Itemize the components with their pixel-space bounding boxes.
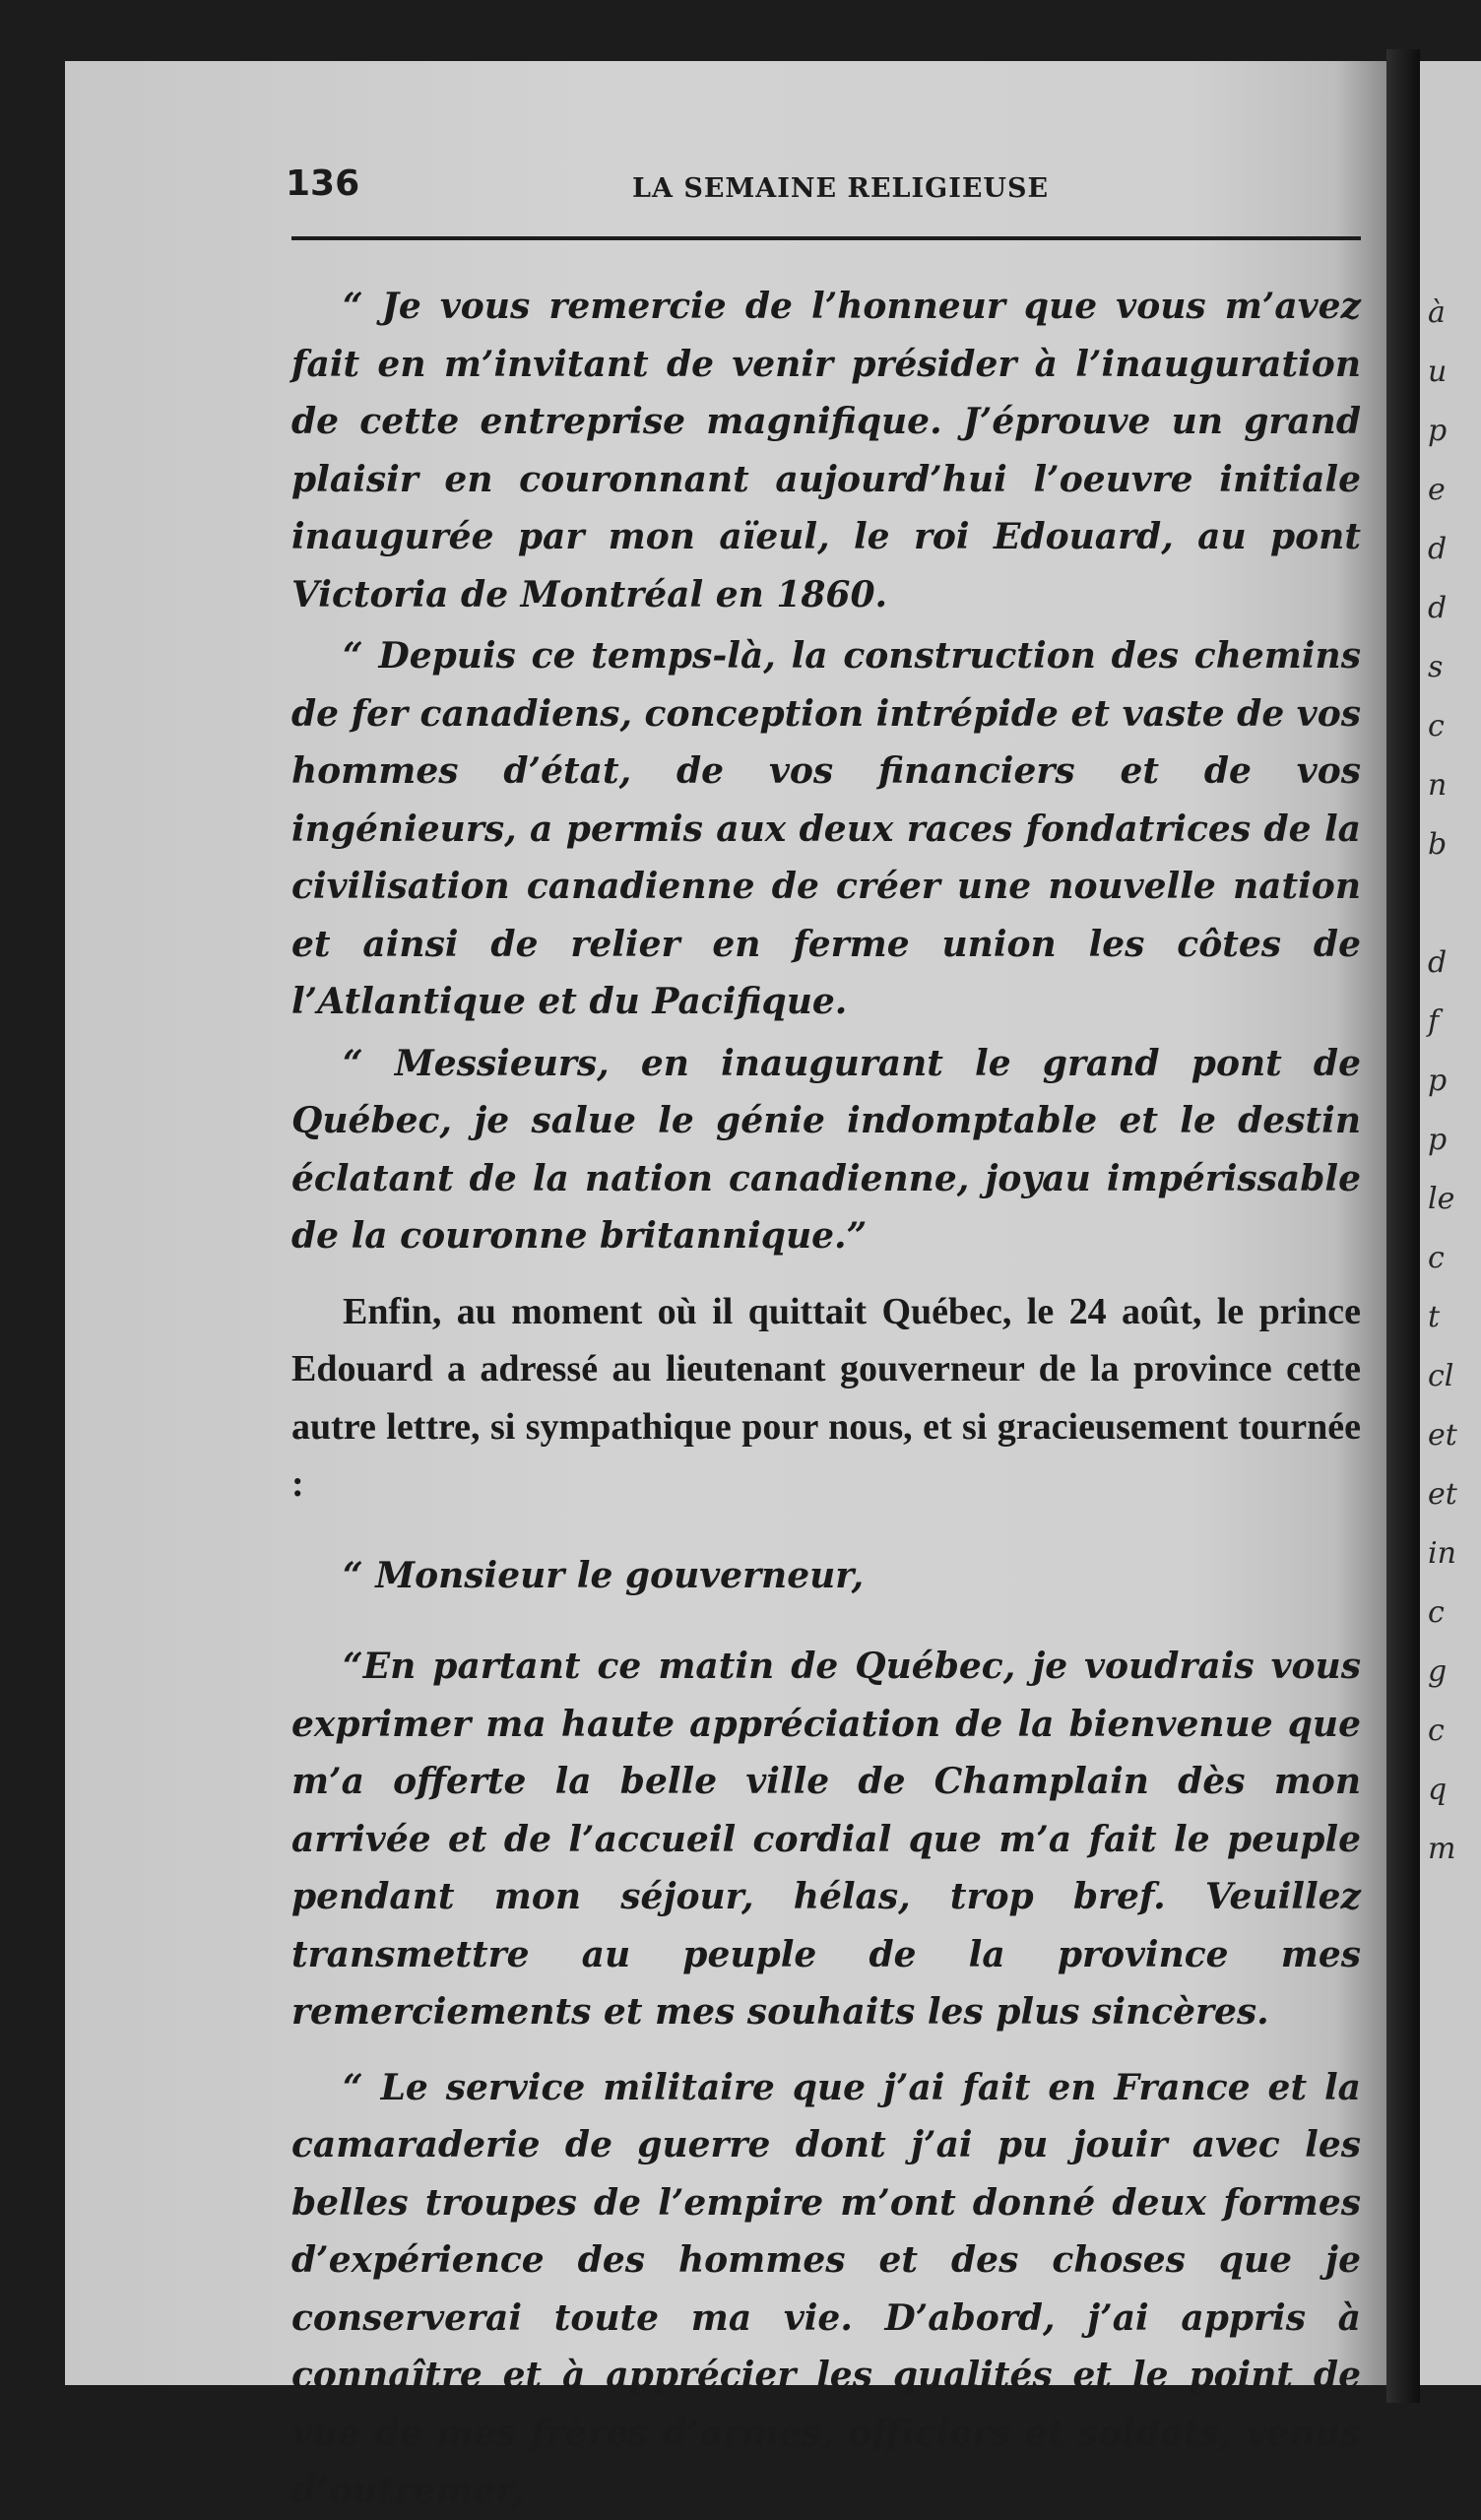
next-page-fragment: b: [1428, 827, 1448, 862]
next-page-fragment: in: [1428, 1536, 1456, 1571]
next-page-fragment: g: [1428, 1654, 1448, 1689]
next-page-fragment: à: [1428, 295, 1446, 330]
book-gutter: [1386, 49, 1420, 2403]
next-page-fragment: c: [1428, 1595, 1445, 1630]
next-page-fragment: m: [1428, 1832, 1456, 1866]
next-page-fragment: s: [1428, 650, 1444, 684]
next-page-fragment: c: [1428, 1713, 1445, 1748]
next-page-fragment: et: [1428, 1418, 1457, 1453]
next-page-fragment: et: [1428, 1477, 1457, 1512]
next-page-fragment: le: [1428, 1182, 1455, 1216]
next-page-fragment: e: [1428, 473, 1446, 507]
next-page-fragment: c: [1428, 709, 1445, 743]
salutation: “ Monsieur le gouverneur,: [343, 1554, 865, 1596]
next-page-fragment: u: [1428, 355, 1448, 389]
paragraph-4: Enfin, au moment où il quittait Québec, le 24 août, le prince Edouard a adressé au lieutenant gouverneur de la province cette autre lettre, si sympathique pour nous, et si gracieusement tournée :: [291, 1290, 1361, 1505]
page-number: 136: [286, 163, 360, 204]
running-title: LA SEMAINE RELIGIEUSE: [632, 173, 1050, 204]
next-page-fragment: t: [1428, 1300, 1441, 1334]
paragraph-1: “ Je vous remercie de l’honneur que vous m’avez fait en m’invitant de venir présider à l’inauguration de cette entreprise magnifique. J’éprouve un grand plaisir en couronnant aujourd’hui l’oeuvre initiale inaugurée par mon aïeul, le roi Edouard, au pont Victoria de Montréal en 1860.: [291, 286, 1361, 615]
paragraph-2: “ Depuis ce temps-là, la construction des chemins de fer canadiens, conception intrépide et vaste de vos hommes d’état, de vos financiers et de vos ingénieurs, a permis aux deux races fondatrices de la civilisation canadienne de créer une nouvelle nation et ainsi de relier en ferme union les côtes de l’Atlantique et du Pacifique.: [291, 635, 1361, 1022]
header-rule: [291, 236, 1361, 240]
body-text: [291, 278, 1361, 2520]
next-page-fragment: d: [1428, 945, 1448, 980]
next-page-fragment: p: [1428, 414, 1448, 448]
adjacent-page-edge: [1420, 61, 1481, 2385]
next-page-fragment: c: [1428, 1241, 1445, 1275]
next-page-fragment: d: [1428, 591, 1448, 625]
next-page-fragment: cl: [1428, 1359, 1454, 1393]
next-page-fragment: d: [1428, 532, 1448, 566]
next-page-fragment: p: [1428, 1064, 1448, 1098]
next-page-fragment: n: [1428, 768, 1448, 803]
paragraph-7: “ Le service militaire que j’ai fait en France et la camaraderie de guerre dont j’ai pu jouir avec les belles troupes de l’empire m’ont donné deux formes d’expérience des hommes et des choses que je conserverai toute ma vie. D’abord, j’ai appris à connaître et à apprécier les qualités et le point de vue de mes frères d’armes, officiers et soldats, venus d’outremer,: [291, 2066, 1361, 2511]
next-page-fragment: f: [1428, 1004, 1440, 1039]
next-page-fragment: p: [1428, 1123, 1448, 1157]
paragraph-3: “ Messieurs, en inaugurant le grand pont de Québec, je salue le génie indomptable et le destin éclatant de la nation canadienne, joyau impérissable de la couronne britannique.”: [291, 1042, 1361, 1257]
paragraph-6: “En partant ce matin de Québec, je voudrais vous exprimer ma haute appréciation de la bienvenue que m’a offerte la belle ville de Champlain dès mon arrivée et de l’accueil cordial que m’a fait le peuple pendant mon séjour, hélas, trop bref. Veuillez transmettre au peuple de la province mes remerciements et mes souhaits les plus sincères.: [291, 1646, 1361, 2033]
next-page-fragment: q: [1428, 1773, 1448, 1807]
